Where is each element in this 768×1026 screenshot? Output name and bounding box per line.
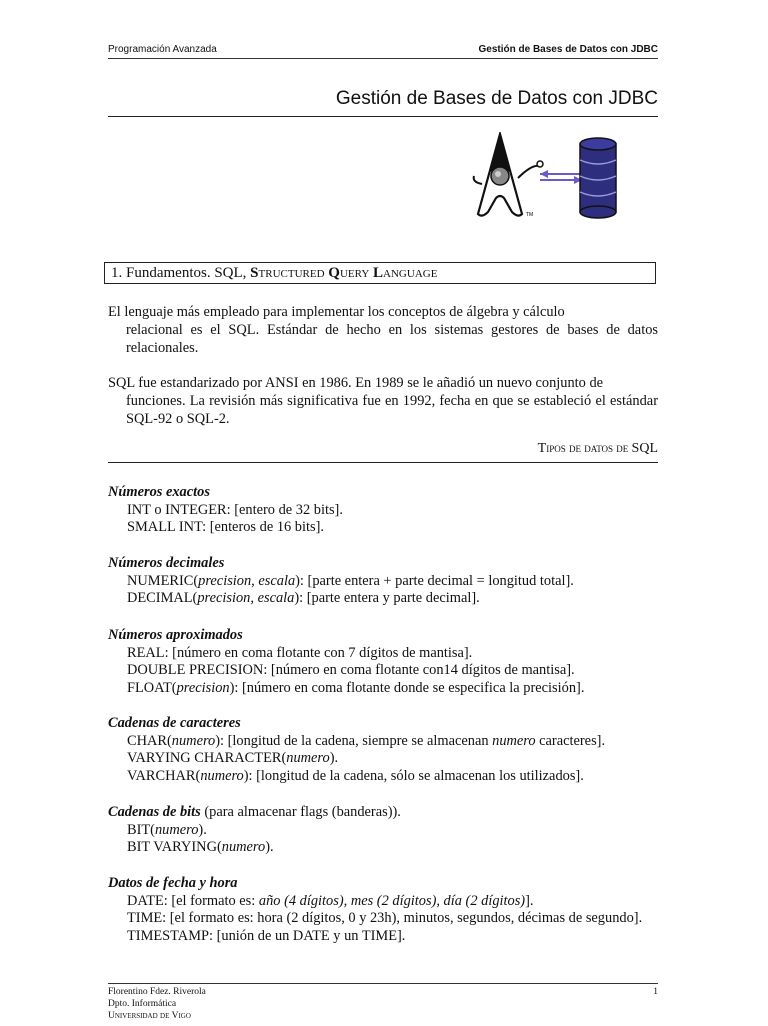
duke-database-icon xyxy=(470,132,620,222)
list-item: FLOAT(precision): [número en coma flotante donde se especifica la precisión]. xyxy=(127,679,585,696)
running-header xyxy=(108,42,658,59)
list-item: DOUBLE PRECISION: [número en coma flotante con14 dígitos de mantisa]. xyxy=(127,662,575,678)
section-heading: 1. Fundamentos. SQL, Structured Query Language xyxy=(104,262,656,284)
list-item: NUMERIC(precision, escala): [parte entera + parte decimal = longitud total]. xyxy=(127,572,574,589)
list-item: SMALL INT: [enteros de 16 bits]. xyxy=(127,519,324,535)
footer-university: Universidad de Vigo xyxy=(108,1011,191,1021)
group-title: Números decimales xyxy=(108,555,225,571)
list-item: TIME: [el formato es: hora (2 dígitos, 0 y 23h), minutos, segundos, décimas de segundo]. xyxy=(127,910,643,926)
list-item: DATE: [el formato es: año (4 dígitos), mes (2 dígitos), día (2 dígitos)]. xyxy=(127,892,534,909)
page-title: Gestión de Bases de Datos con JDBC xyxy=(108,88,658,117)
page-footer xyxy=(108,983,658,1026)
list-item: DECIMAL(precision, escala): [parte entera y parte decimal]. xyxy=(127,590,480,606)
header-topic: Gestión de Bases de Datos con JDBC xyxy=(478,44,658,55)
page-number: 1 xyxy=(653,987,658,997)
subheading-data-types: Tipos de datos de SQL xyxy=(108,440,658,463)
group-approx-numbers xyxy=(108,627,658,697)
list-item: REAL: [número en coma flotante con 7 dígitos de mantisa]. xyxy=(127,644,473,661)
group-decimal-numbers xyxy=(108,555,658,608)
list-item: INT o INTEGER: [entero de 32 bits]. xyxy=(127,501,343,518)
group-title: Números aproximados xyxy=(108,627,243,643)
list-item: BIT VARYING(numero). xyxy=(127,839,274,855)
list-item: BIT(numero). xyxy=(127,821,207,838)
group-title: Cadenas de caracteres xyxy=(108,715,241,731)
group-character-strings xyxy=(108,715,658,785)
paragraph-sql-history: SQL fue estandarizado por ANSI en 1986. En 1989 se le añadió un nuevo conjunto de funciones. La revisión más significativa fue en 1992, fecha en que se estableció el estándar SQL-92 o SQL-2. xyxy=(108,375,658,427)
group-bit-strings xyxy=(108,804,658,857)
group-exact-numbers xyxy=(108,484,658,537)
group-title: Datos de fecha y hora xyxy=(108,875,238,891)
section-text: Fundamentos. SQL, xyxy=(126,265,247,281)
group-title: Cadenas de bits (para almacenar flags (banderas)). xyxy=(108,804,401,820)
list-item: VARYING CHARACTER(numero). xyxy=(127,750,339,766)
list-item: CHAR(numero): [longitud de la cadena, siempre se almacenan numero caracteres]. xyxy=(127,732,606,749)
section-number: 1. xyxy=(111,265,123,281)
header-course: Programación Avanzada xyxy=(108,44,217,55)
footer-author: Florentino Fdez. Riverola xyxy=(108,987,206,997)
trademark-label: TM xyxy=(526,212,534,218)
list-item: TIMESTAMP: [unión de un DATE y un TIME]. xyxy=(127,927,406,944)
group-date-time xyxy=(108,875,658,945)
footer-department: Dpto. Informática xyxy=(108,999,177,1009)
java-database-logo xyxy=(470,132,620,222)
list-item: VARCHAR(numero): [longitud de la cadena, sólo se almacenan los utilizados]. xyxy=(127,767,584,784)
paragraph-sql-intro: El lenguaje más empleado para implementar los conceptos de álgebra y cálculo relacional es el SQL. Estándar de hecho en los sistemas gestores de bases de datos relacionales. xyxy=(108,304,658,356)
group-title: Números exactos xyxy=(108,484,210,500)
